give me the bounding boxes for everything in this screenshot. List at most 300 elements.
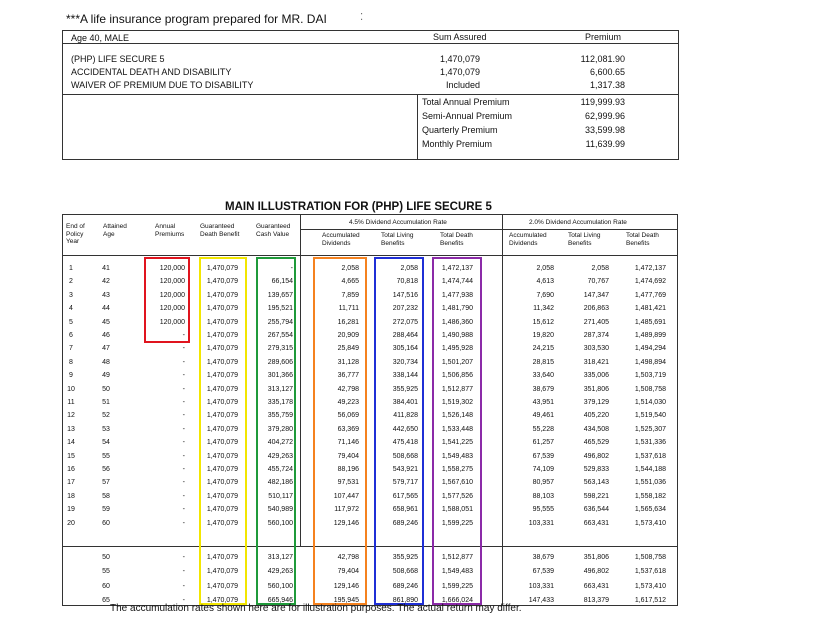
cell-acc-div-20: 67,539	[532, 568, 554, 576]
cell-death-45: 1,549,483	[441, 568, 473, 576]
cell-guaranteed-death: 1,470,079	[206, 399, 238, 406]
cell-death-45: 1,495,928	[441, 345, 473, 353]
table-row	[63, 329, 677, 342]
cell-policy-year: 11	[67, 399, 75, 406]
cell-guaranteed-death: 1,470,079	[206, 466, 238, 473]
cell-policy-year: 13	[67, 425, 75, 433]
cell-guaranteed-death: 1,470,079	[206, 596, 238, 604]
cell-guaranteed-death: 1,470,079	[206, 278, 238, 286]
cell-living-20: 636,544	[583, 506, 609, 514]
header-acc-div-45: Dividends	[322, 239, 351, 247]
cell-guaranteed-cash: 267,554	[267, 332, 293, 339]
cell-attained-age: 56	[102, 466, 110, 473]
cell-annual-premiums: -	[182, 412, 185, 420]
cell-living-20: 2,058	[591, 265, 609, 272]
cell-living-20: 303,530	[583, 345, 609, 353]
cell-death-20: 1,508,758	[634, 554, 666, 561]
cell-death-20: 1,519,540	[634, 412, 666, 420]
cell-living-20: 206,863	[583, 305, 609, 313]
cell-attained-age: 42	[102, 278, 110, 286]
header-rule	[63, 255, 677, 256]
cell-policy-year: 9	[69, 372, 73, 380]
cell-guaranteed-death: 1,470,079	[206, 372, 238, 380]
cell-living-45: 861,890	[392, 596, 418, 604]
header-death-20: Total Death	[626, 232, 659, 239]
table-row	[63, 369, 677, 382]
header-attained-age: Attained	[103, 223, 127, 230]
cell-death-20: 1,617,512	[634, 596, 666, 604]
cell-acc-div-20: 74,109	[532, 466, 554, 473]
cell-death-20: 1,508,758	[634, 385, 666, 393]
cell-living-45: 355,925	[392, 385, 418, 393]
cell-attained-age: 58	[102, 492, 110, 500]
cell-living-45: 338,144	[392, 372, 418, 380]
cell-annual-premiums: -	[182, 425, 185, 433]
main-illustration-title: MAIN ILLUSTRATION FOR (PHP) LIFE SECURE 5	[225, 201, 492, 213]
cell-death-20: 1,489,899	[634, 332, 666, 339]
cell-annual-premiums: -	[182, 439, 185, 447]
cell-acc-div-45: 63,369	[337, 425, 359, 433]
header-guaranteed-cash: Guaranteed	[256, 223, 291, 230]
cell-acc-div-20: 61,257	[532, 439, 554, 447]
cell-annual-premiums: -	[182, 596, 185, 604]
cell-guaranteed-cash: 289,606	[267, 358, 293, 366]
cell-guaranteed-cash: 665,946	[267, 596, 293, 604]
cell-policy-year: 20	[67, 519, 75, 527]
cell-death-20: 1,537,618	[634, 568, 666, 576]
cell-living-20: 271,405	[583, 318, 609, 326]
cell-death-45: 1,506,856	[441, 372, 473, 380]
cell-policy-year: 15	[67, 452, 75, 460]
summary-item-name: (PHP) LIFE SECURE 5	[71, 54, 165, 64]
cell-living-45: 689,246	[392, 582, 418, 590]
cell-acc-div-45: 129,146	[333, 582, 359, 590]
cell-living-45: 2,058	[400, 265, 418, 272]
stray-mark: ⁚	[360, 12, 364, 23]
cell-death-20: 1,498,894	[634, 358, 666, 366]
cell-living-45: 272,075	[392, 318, 418, 326]
cell-guaranteed-cash: 139,657	[267, 291, 293, 299]
cell-death-20: 1,531,336	[634, 439, 666, 447]
cell-acc-div-45: 2,058	[341, 265, 359, 272]
cell-guaranteed-death: 1,470,079	[206, 492, 238, 500]
cell-living-20: 813,379	[583, 596, 609, 604]
cell-acc-div-20: 38,679	[532, 385, 554, 393]
cell-death-45: 1,512,877	[441, 385, 473, 393]
cell-acc-div-45: 36,777	[337, 372, 359, 380]
cell-acc-div-45: 107,447	[333, 492, 359, 500]
summary-item-sum-assured: 1,470,079	[439, 67, 480, 77]
cell-death-45: 1,486,360	[441, 318, 473, 326]
cell-living-20: 405,220	[583, 412, 609, 420]
cell-annual-premiums: -	[182, 582, 185, 590]
cell-acc-div-20: 19,820	[532, 332, 554, 339]
cell-acc-div-20: 33,640	[532, 372, 554, 380]
age-table-row	[63, 580, 677, 593]
cell-acc-div-45: 25,849	[337, 345, 359, 353]
cell-policy-year: 4	[69, 305, 73, 313]
cell-policy-year: 17	[67, 479, 75, 487]
cell-guaranteed-cash: 429,263	[267, 452, 293, 460]
cell-living-20: 598,221	[583, 492, 609, 500]
cell-death-45: 1,588,051	[441, 506, 473, 514]
header-policy-year: Policy	[66, 230, 84, 238]
cell-attained-age: 50	[102, 554, 110, 561]
cell-annual-premiums: 120,000	[159, 278, 185, 286]
summary-total-label: Quarterly Premium	[422, 125, 498, 135]
cell-guaranteed-death: 1,470,079	[206, 479, 238, 487]
cell-attained-age: 55	[102, 452, 110, 460]
cell-acc-div-20: 7,690	[536, 291, 554, 299]
age-table-row	[63, 565, 677, 578]
cell-living-45: 411,828	[393, 412, 418, 420]
cell-policy-year: 3	[69, 291, 73, 299]
cell-policy-year	[63, 565, 79, 578]
cell-living-45: 617,565	[392, 492, 418, 500]
cell-policy-year	[63, 594, 79, 607]
summary-total-label: Total Annual Premium	[422, 97, 510, 107]
cell-attained-age: 51	[102, 399, 110, 406]
cell-death-45: 1,512,877	[441, 554, 473, 561]
cell-death-45: 1,541,225	[441, 439, 473, 447]
cell-living-20: 465,529	[583, 439, 609, 447]
table-row	[63, 436, 677, 449]
cell-guaranteed-death: 1,470,079	[206, 345, 238, 353]
cell-guaranteed-death: 1,470,079	[206, 519, 238, 527]
summary-premium-header: Premium	[585, 32, 622, 42]
cell-death-20: 1,474,692	[634, 278, 666, 286]
cell-annual-premiums: 120,000	[159, 265, 185, 272]
cell-acc-div-45: 16,281	[337, 318, 359, 326]
cell-death-20: 1,551,036	[634, 479, 666, 487]
cell-acc-div-45: 79,404	[337, 568, 359, 576]
cell-acc-div-45: 42,798	[337, 385, 359, 393]
cell-acc-div-45: 117,972	[334, 506, 359, 514]
cell-acc-div-45: 88,196	[337, 466, 359, 473]
cell-annual-premiums: -	[182, 466, 185, 473]
cell-policy-year: 8	[69, 358, 73, 366]
summary-sum-assured-header: Sum Assured	[433, 32, 487, 42]
table-row	[63, 450, 677, 463]
cell-guaranteed-death: 1,470,079	[206, 568, 238, 576]
cell-living-45: 147,516	[392, 291, 418, 299]
cell-living-45: 305,164	[392, 345, 418, 353]
cell-death-20: 1,565,634	[634, 506, 666, 514]
header-policy-year: End of	[66, 223, 85, 230]
summary-item-sum-assured: 1,470,079	[439, 54, 480, 64]
cell-death-45: 1,474,744	[441, 278, 473, 286]
cell-death-45: 1,533,448	[441, 425, 473, 433]
cell-death-20: 1,558,182	[634, 492, 666, 500]
cell-annual-premiums: -	[182, 345, 185, 353]
cell-attained-age: 50	[102, 385, 110, 393]
cell-acc-div-20: 88,103	[532, 492, 554, 500]
cell-death-20: 1,537,618	[634, 452, 666, 460]
cell-attained-age: 65	[102, 596, 110, 604]
summary-items-rule	[63, 94, 678, 95]
header-acc-div-20: Accumulated	[509, 232, 547, 239]
cell-acc-div-45: 7,859	[341, 291, 359, 299]
cell-living-45: 384,401	[392, 399, 418, 406]
cell-death-20: 1,494,294	[634, 345, 666, 353]
cell-acc-div-20: 4,613	[536, 278, 554, 286]
cell-death-45: 1,549,483	[441, 452, 473, 460]
cell-living-45: 355,925	[392, 554, 418, 561]
cell-death-20: 1,525,307	[634, 425, 666, 433]
cell-guaranteed-cash: 195,521	[267, 305, 293, 313]
cell-acc-div-45: 97,531	[337, 479, 359, 487]
cell-policy-year	[63, 580, 79, 593]
cell-death-20: 1,481,421	[634, 305, 666, 313]
cell-living-20: 529,833	[583, 466, 609, 473]
cell-acc-div-45: 20,909	[337, 332, 359, 339]
table-row	[63, 383, 677, 396]
cell-annual-premiums: -	[182, 492, 185, 500]
cell-guaranteed-cash: 66,154	[271, 278, 293, 286]
cell-death-20: 1,477,769	[634, 291, 666, 299]
table-row	[63, 302, 677, 315]
cell-attained-age: 60	[102, 582, 110, 590]
table-row	[63, 356, 677, 369]
table-row	[63, 463, 677, 476]
cell-death-20: 1,503,719	[634, 372, 666, 380]
cell-guaranteed-death: 1,470,079	[206, 385, 238, 393]
cell-acc-div-45: 42,798	[337, 554, 359, 561]
summary-age: Age 40, MALE	[71, 33, 130, 43]
cell-death-20: 1,544,188	[634, 466, 666, 473]
cell-death-45: 1,472,137	[441, 265, 473, 272]
cell-attained-age: 41	[102, 265, 110, 272]
summary-item-name: ACCIDENTAL DEATH AND DISABILITY	[71, 67, 232, 77]
cell-attained-age: 45	[102, 318, 110, 326]
cell-acc-div-20: 147,433	[528, 596, 554, 604]
cell-guaranteed-cash: 455,724	[267, 466, 293, 473]
cell-death-45: 1,577,526	[441, 492, 473, 500]
summary-total-label: Semi-Annual Premium	[422, 111, 513, 121]
cell-guaranteed-cash: 560,100	[267, 519, 293, 527]
cell-attained-age: 43	[102, 291, 110, 299]
cell-guaranteed-cash: -	[290, 265, 293, 272]
table-row	[63, 316, 677, 329]
cell-guaranteed-cash: 279,315	[267, 345, 293, 353]
cell-guaranteed-cash: 335,178	[267, 399, 293, 406]
cell-guaranteed-cash: 482,186	[267, 479, 293, 487]
cell-policy-year: 6	[69, 332, 73, 339]
cell-attained-age: 49	[102, 372, 110, 380]
cell-acc-div-20: 103,331	[528, 582, 554, 590]
cell-annual-premiums: -	[182, 358, 185, 366]
cell-annual-premiums: -	[182, 479, 185, 487]
cell-living-45: 320,734	[392, 358, 418, 366]
cell-annual-premiums: -	[182, 385, 185, 393]
cell-guaranteed-death: 1,470,079	[206, 425, 238, 433]
header-death-20: Benefits	[626, 239, 650, 247]
cell-policy-year: 7	[69, 345, 73, 353]
cell-living-20: 496,802	[583, 568, 609, 576]
summary-item-premium: 112,081.90	[580, 54, 625, 64]
table-row	[63, 275, 677, 288]
cell-acc-div-20: 43,951	[532, 399, 554, 406]
cell-death-45: 1,477,938	[441, 291, 473, 299]
cell-living-45: 508,668	[392, 452, 418, 460]
cell-policy-year: 16	[67, 466, 75, 473]
cell-policy-year: 18	[67, 492, 75, 500]
cell-attained-age: 60	[102, 519, 110, 527]
cell-living-20: 563,143	[583, 479, 609, 487]
cell-guaranteed-death: 1,470,079	[206, 412, 238, 420]
cell-policy-year: 10	[67, 385, 75, 393]
cell-guaranteed-death: 1,470,079	[206, 358, 238, 366]
summary-header-rule	[63, 43, 678, 44]
table-row	[63, 517, 677, 530]
cell-guaranteed-cash: 313,127	[267, 554, 293, 561]
header-guaranteed-cash: Cash Value	[256, 230, 290, 238]
cell-death-45: 1,526,148	[441, 412, 473, 420]
cell-death-45: 1,599,225	[441, 582, 473, 590]
cell-living-45: 70,818	[396, 278, 418, 286]
age-section-rule	[63, 546, 677, 547]
table-row	[63, 409, 677, 422]
cell-guaranteed-cash: 540,989	[267, 506, 293, 514]
group-header-rule	[300, 229, 677, 230]
cell-living-20: 663,431	[583, 519, 609, 527]
cell-guaranteed-cash: 313,127	[267, 385, 293, 393]
header-guaranteed-death: Death Benefit	[200, 230, 240, 238]
cell-living-20: 379,129	[583, 399, 609, 406]
group-45-label: 4.5% Dividend Accumulation Rate	[349, 219, 447, 226]
header-annual-premiums: Annual	[155, 223, 176, 230]
cell-acc-div-20: 80,957	[532, 479, 554, 487]
header-acc-div-45: Accumulated	[322, 232, 360, 239]
cell-acc-div-20: 103,331	[528, 519, 554, 527]
header-living-45: Total Living	[381, 232, 414, 239]
cell-guaranteed-death: 1,470,079	[206, 554, 238, 561]
header-death-45: Total Death	[440, 232, 473, 239]
header-guaranteed-death: Guaranteed	[200, 223, 235, 230]
cell-attained-age: 59	[102, 506, 110, 514]
cell-living-20: 70,767	[587, 278, 609, 286]
cell-annual-premiums: -	[182, 399, 185, 406]
cell-death-45: 1,519,302	[441, 399, 473, 406]
cell-acc-div-20: 2,058	[536, 265, 554, 272]
cell-acc-div-20: 28,815	[532, 358, 554, 366]
premium-summary-box	[62, 30, 679, 160]
cell-death-20: 1,573,410	[634, 582, 666, 590]
cell-living-45: 442,650	[392, 425, 418, 433]
page-heading: ***A life insurance program prepared for MR. DAI	[66, 12, 327, 26]
cell-death-45: 1,567,610	[441, 479, 473, 487]
cell-living-20: 335,006	[583, 372, 609, 380]
cell-annual-premiums: -	[182, 372, 185, 380]
cell-living-45: 658,961	[392, 506, 418, 514]
cell-acc-div-45: 71,146	[337, 439, 359, 447]
cell-attained-age: 46	[102, 332, 110, 339]
footnote: The accumulation rates shown here are for illustration purposes. The actual return may differ.	[110, 603, 522, 614]
cell-attained-age: 57	[102, 479, 110, 487]
cell-policy-year: 14	[67, 439, 75, 447]
cell-acc-div-20: 38,679	[532, 554, 554, 561]
cell-acc-div-45: 31,128	[337, 358, 359, 366]
cell-guaranteed-death: 1,470,079	[206, 439, 238, 447]
cell-acc-div-20: 15,612	[532, 318, 554, 326]
cell-acc-div-45: 195,945	[333, 596, 359, 604]
cell-policy-year	[63, 551, 79, 564]
cell-guaranteed-cash: 379,280	[267, 425, 293, 433]
table-row	[63, 396, 677, 409]
cell-guaranteed-cash: 560,100	[267, 582, 293, 590]
cell-living-45: 543,921	[392, 466, 418, 473]
header-acc-div-20: Dividends	[509, 239, 538, 247]
cell-annual-premiums: -	[182, 506, 185, 514]
cell-death-20: 1,472,137	[634, 265, 666, 272]
summary-total-value: 62,999.96	[584, 111, 625, 121]
cell-acc-div-20: 24,215	[532, 345, 554, 353]
cell-policy-year: 1	[69, 265, 73, 272]
table-row	[63, 262, 677, 275]
cell-death-45: 1,558,275	[441, 466, 473, 473]
table-row	[63, 423, 677, 436]
summary-divider	[417, 94, 418, 159]
cell-acc-div-45: 49,223	[337, 399, 359, 406]
cell-guaranteed-death: 1,470,079	[206, 452, 238, 460]
summary-total-value: 33,599.98	[584, 125, 625, 135]
cell-living-20: 147,347	[583, 291, 609, 299]
cell-acc-div-45: 4,665	[341, 278, 359, 286]
cell-living-20: 496,802	[583, 452, 609, 460]
summary-item-sum-assured: Included	[445, 80, 480, 90]
cell-living-45: 689,246	[392, 519, 418, 527]
cell-attained-age: 55	[102, 568, 110, 576]
header-living-45: Benefits	[381, 239, 405, 247]
cell-annual-premiums: -	[182, 554, 185, 561]
cell-death-20: 1,514,030	[634, 399, 666, 406]
cell-guaranteed-death: 1,470,079	[206, 318, 238, 326]
cell-acc-div-45: 11,711	[338, 305, 359, 313]
cell-guaranteed-death: 1,470,079	[206, 265, 238, 272]
header-annual-premiums: Premiums	[155, 230, 185, 238]
cell-living-45: 579,717	[392, 479, 418, 487]
cell-living-20: 351,806	[583, 385, 609, 393]
cell-guaranteed-cash: 510,117	[268, 492, 293, 500]
cell-acc-div-20: 55,228	[532, 425, 554, 433]
cell-death-20: 1,485,691	[634, 318, 666, 326]
summary-item-name: WAIVER OF PREMIUM DUE TO DISABILITY	[71, 80, 254, 90]
cell-acc-div-20: 49,461	[532, 412, 554, 420]
cell-policy-year: 12	[67, 412, 75, 420]
cell-attained-age: 44	[102, 305, 110, 313]
table-row	[63, 503, 677, 516]
cell-living-45: 508,668	[392, 568, 418, 576]
main-illustration-table	[62, 214, 678, 606]
summary-total-value: 11,639.99	[585, 139, 625, 149]
summary-item-premium: 6,600.65	[589, 67, 625, 77]
cell-living-20: 434,508	[583, 425, 609, 433]
cell-guaranteed-death: 1,470,079	[206, 291, 238, 299]
header-living-20: Benefits	[568, 239, 592, 247]
cell-death-45: 1,666,024	[441, 596, 473, 604]
cell-attained-age: 53	[102, 425, 110, 433]
cell-living-45: 475,418	[392, 439, 418, 447]
summary-total-value: 119,999.93	[580, 97, 625, 107]
cell-guaranteed-death: 1,470,079	[206, 506, 238, 514]
cell-living-45: 207,232	[392, 305, 418, 313]
cell-death-20: 1,573,410	[634, 519, 666, 527]
table-row	[63, 289, 677, 302]
table-row	[63, 490, 677, 503]
cell-acc-div-20: 67,539	[532, 452, 554, 460]
cell-living-20: 663,431	[583, 582, 609, 590]
cell-acc-div-45: 129,146	[333, 519, 359, 527]
